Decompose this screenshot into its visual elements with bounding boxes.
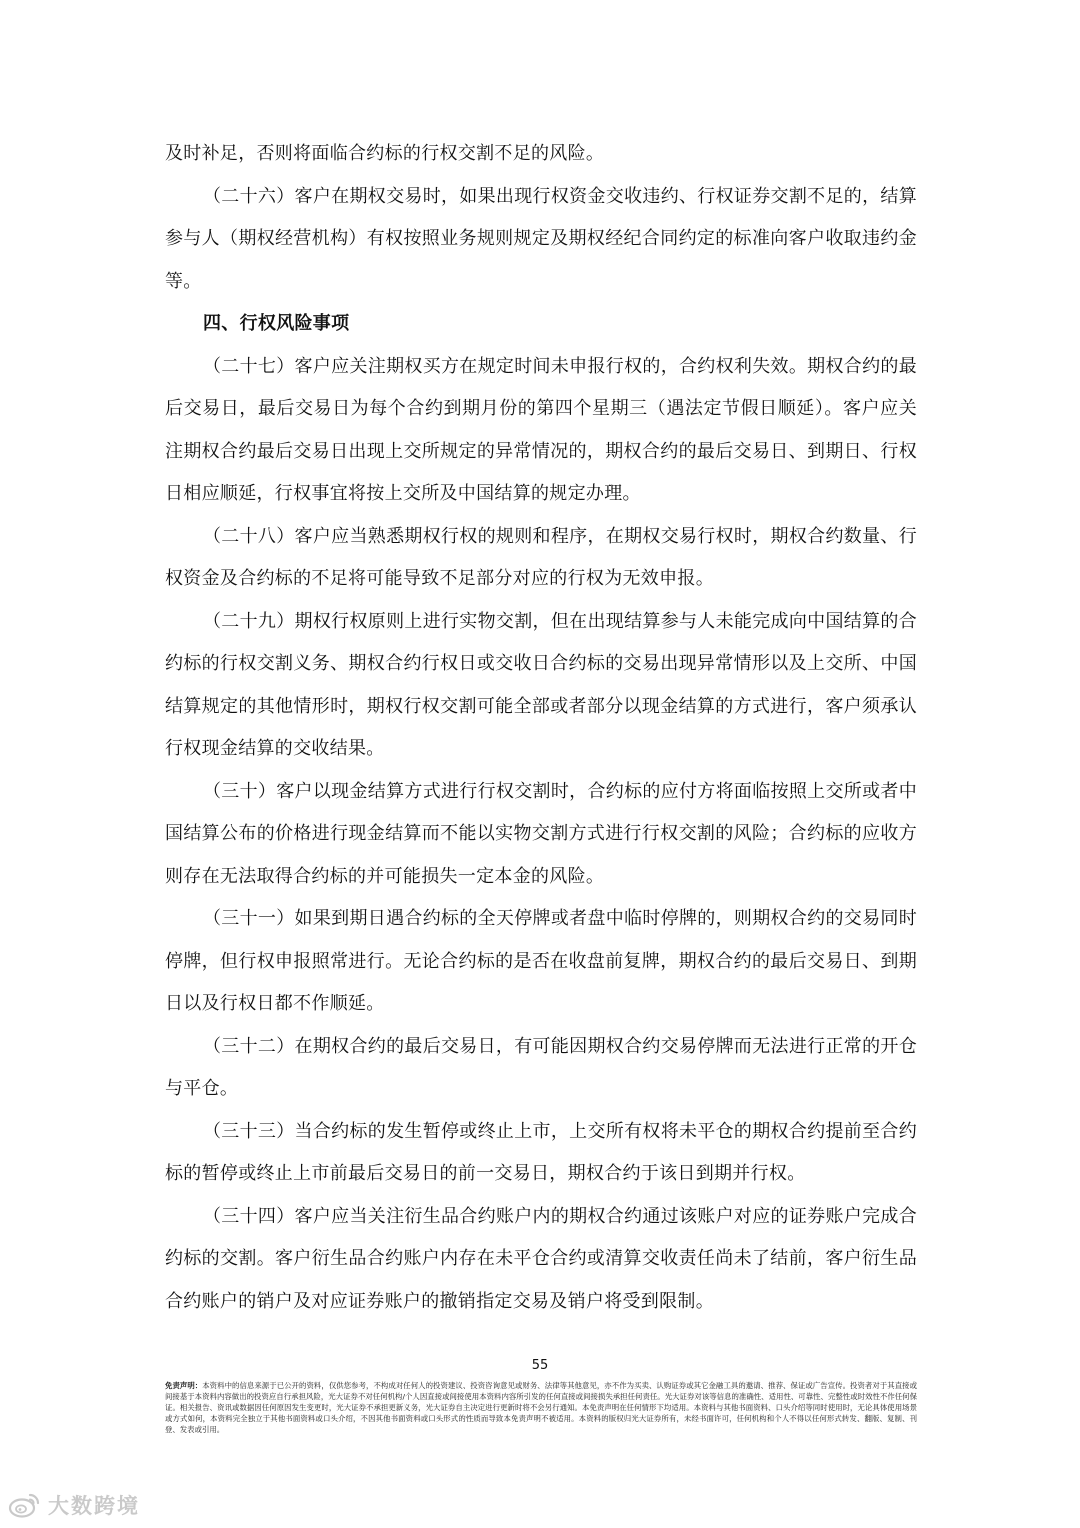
paragraph-clause-34: （三十四）客户应当关注衍生品合约账户内的期权合约通过该账户对应的证券账户完成合约标的交割。客户衍生品合约账户内存在未平仓合约或清算交收责任尚未了结前，客户衍生品合约账户的销户及对应证券账户的撤销指定交易及销户将受到限制。 — [165, 1205, 917, 1312]
paragraph-clause-27: （二十七）客户应关注期权买方在规定时间未申报行权的，合约权利失效。期权合约的最后交易日，最后交易日为每个合约到期月份的第四个星期三（遇法定节假日顺延）。客户应关注期权合约最后交易日出现上交所规定的异常情况的，期权合约的最后交易日、到期日、行权日相应顺延，行权事宜将按上交所及中国结算的规定办理。 — [165, 355, 917, 504]
disclaimer-label: 免责声明： — [165, 1381, 203, 1390]
paragraph-clause-26: （二十六）客户在期权交易时，如果出现行权资金交收违约、行权证券交割不足的，结算参与人（期权经营机构）有权按照业务规则规定及期权经纪合同约定的标准向客户收取违约金等。 — [165, 185, 917, 292]
section-heading: 四、行权风险事项 — [203, 313, 350, 334]
watermark-text: 大数跨境 — [48, 1494, 140, 1518]
disclaimer — [165, 1380, 917, 1435]
paragraph-clause-28: （二十八）客户应当熟悉期权行权的规则和程序，在期权交易行权时，期权合约数量、行权资金及合约标的不足将可能导致不足部分对应的行权为无效申报。 — [165, 525, 917, 589]
document-body — [165, 133, 917, 1323]
watermark — [8, 1490, 140, 1520]
paragraph-clause-33: （三十三）当合约标的发生暂停或终止上市，上交所有权将未平仓的期权合约提前至合约标的暂停或终止上市前最后交易日的前一交易日，期权合约于该日到期并行权。 — [165, 1120, 917, 1184]
paragraph-continuation: 及时补足，否则将面临合约标的行权交割不足的风险。 — [165, 143, 605, 164]
paragraph-clause-29: （二十九）期权行权原则上进行实物交割，但在出现结算参与人未能完成向中国结算的合约标的行权交割义务、期权合约行权日或交收日合约标的交易出现异常情形以及上交所、中国结算规定的其他情形时，期权行权交割可能全部或者部分以现金结算的方式进行，客户须承认行权现金结算的交收结果。 — [165, 610, 917, 759]
paragraph-clause-32: （三十二）在期权合约的最后交易日，有可能因期权合约交易停牌而无法进行正常的开仓与平仓。 — [165, 1035, 917, 1099]
disclaimer-text: 本资料中的信息来源于已公开的资料，仅供您参考，不构成对任何人的投资建议、投资咨询意见或财务、法律等其他意见，亦不作为买卖、认购证券或其它金融工具的邀请、推荐、保证或广告宣传。投资者对于其直接或间接基于本资料内容做出的投资应自行承担风险，光大证券不对任何机构/个人因直接或间接使用本资料内容所引发的任何直接或间接损失承担任何责任。光大证券对该等信息的准确性、适用性、可靠性、完整性或时效性不作任何保证。相关报告、资讯或数据因任何原因发生变更时，光大证券不承担更新义务，光大证券自主决定进行更新时将不会另行通知。本免责声明在任何情形下均适用。本资料与其他书面资料、口头介绍等同时使用时，无论具体使用场景或方式如何，本资料完全独立于其他书面资料或口头介绍，不因其他书面资料或口头形式的性质而导致本免责声明不被适用。本资料的版权归光大证券所有，未经书面许可，任何机构和个人不得以任何形式转发、翻版、复制、刊登、发表或引用。 — [165, 1381, 917, 1434]
paragraph-clause-31: （三十一）如果到期日遇合约标的全天停牌或者盘中临时停牌的，则期权合约的交易同时停牌，但行权申报照常进行。无论合约标的是否在收盘前复牌，期权合约的最后交易日、到期日以及行权日都不作顺延。 — [165, 908, 917, 1014]
weibo-logo-icon — [8, 1491, 42, 1519]
page-number: 55 — [531, 1358, 549, 1373]
paragraph-clause-30: （三十）客户以现金结算方式进行行权交割时，合约标的应付方将面临按照上交所或者中国结算公布的价格进行现金结算而不能以实物交割方式进行行权交割的风险；合约标的应收方则存在无法取得合约标的并可能损失一定本金的风险。 — [165, 780, 917, 887]
